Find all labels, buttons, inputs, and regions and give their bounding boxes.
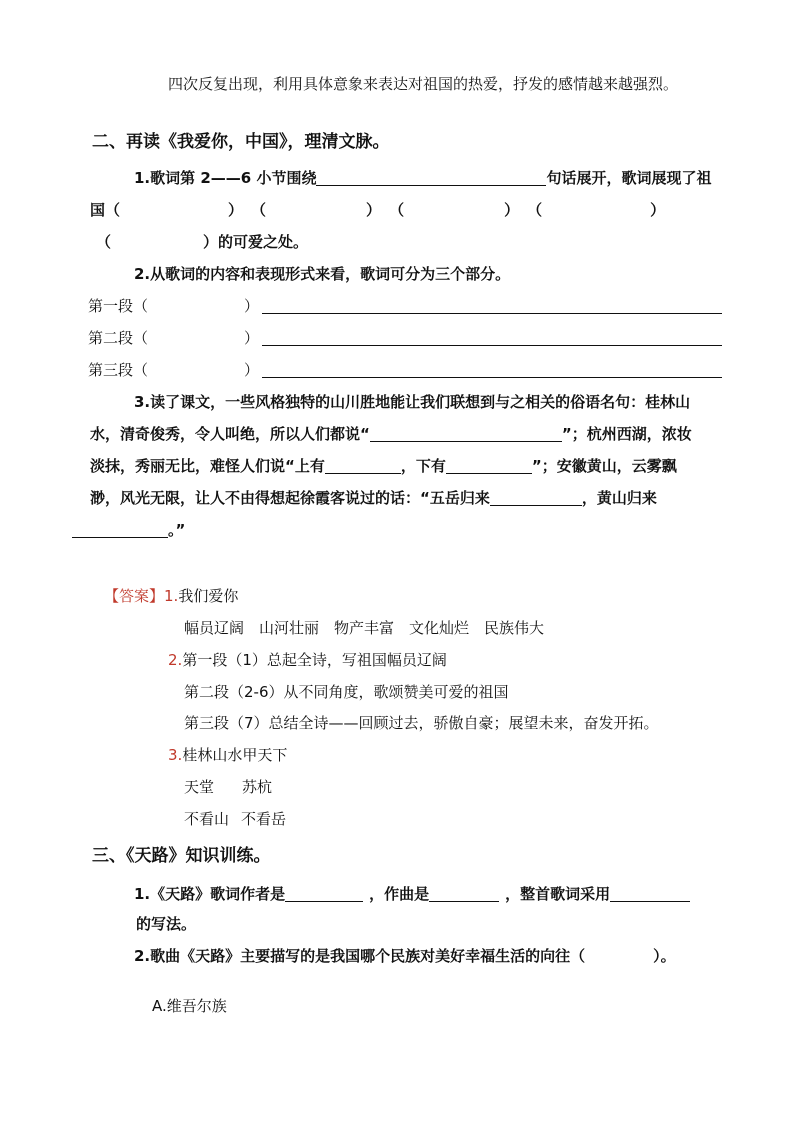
s2-q3-text: ，黄山归来 xyxy=(581,489,657,507)
s3-blank-lyricist[interactable] xyxy=(285,885,363,902)
s2-q1-blank-main[interactable] xyxy=(316,169,546,186)
answer-text: 天堂 xyxy=(184,778,215,796)
s3-q1-text: ，作曲是 xyxy=(369,885,430,903)
s2-q3-line1: 3.读了课文，一些风格独特的山川胜地能让我们联想到与之相关的俗语名句：桂林山 xyxy=(134,393,691,411)
s3-q2-text: 2.歌曲《天路》主要描写的是我国哪个民族对美好幸福生活的向往（ xyxy=(134,947,586,965)
answer-num: 2. xyxy=(168,651,183,669)
s2-q3-blank-guilin[interactable] xyxy=(370,425,562,442)
paren-open: （ xyxy=(96,233,112,251)
segment-1-answer-line[interactable] xyxy=(262,313,722,314)
s3-q1-text: ，整首歌词采用 xyxy=(505,885,611,903)
segment-2-answer-line[interactable] xyxy=(262,345,722,346)
paren-close: ） xyxy=(504,201,520,219)
s2-q3-text: 渺，风光无限，让人不由得想起徐霞客说过的话：“五岳归来 xyxy=(90,489,490,507)
answer-a1 xyxy=(104,586,238,606)
answer-a3-l2 xyxy=(184,777,272,797)
segment-1 xyxy=(88,296,259,316)
s3-blank-style[interactable] xyxy=(610,885,690,902)
s2-q3-blank-huangshan[interactable] xyxy=(72,521,168,538)
paren-close: ） xyxy=(650,201,666,219)
segment-3-answer-line[interactable] xyxy=(262,377,722,378)
s2-q3-text: 。” xyxy=(168,521,186,539)
intro-line: 四次反复出现，利用具体意象来表达对祖国的热爱，抒发的感情越来越强烈。 xyxy=(168,75,679,93)
section-3-title: 三、《天路》知识训练。 xyxy=(92,846,271,866)
s2-q1-line1 xyxy=(134,168,711,188)
s2-q3-text: 淡抹，秀丽无比，难怪人们说“上有 xyxy=(90,457,325,475)
s3-q1-text: 1.《天路》歌词作者是 xyxy=(134,885,286,903)
segment-1-label: 第一段（ xyxy=(88,297,149,315)
s2-q3-text: 水，清奇俊秀，令人叫绝，所以人们都说“ xyxy=(90,425,370,443)
answer-a2-l2: 第二段（2-6）从不同角度，歌颂赞美可爱的祖国 xyxy=(184,683,509,701)
s3-q1-line2: 的写法。 xyxy=(136,915,197,933)
answer-text: 第一段（1）总起全诗，写祖国幅员辽阔 xyxy=(182,651,447,669)
s2-q3-blank-xiayou[interactable] xyxy=(446,457,532,474)
s2-q3-line2 xyxy=(90,424,692,444)
paren-close: ） xyxy=(228,201,244,219)
answer-text: 苏杭 xyxy=(242,778,273,796)
paren-open: （ xyxy=(251,201,267,219)
segment-3 xyxy=(88,360,259,380)
s2-q2: 2.从歌词的内容和表现形式来看，歌词可分为三个部分。 xyxy=(134,265,511,283)
paren-close: ） xyxy=(366,201,382,219)
s2-q1-text-b: 句话展开，歌词展现了祖 xyxy=(546,169,712,187)
answer-text: 我们爱你 xyxy=(178,587,239,605)
s2-q3-blank-wuyue[interactable] xyxy=(490,489,582,506)
answer-a1-items: 幅员辽阔 山河壮丽 物产丰富 文化灿烂 民族伟大 xyxy=(184,619,545,637)
s2-q3-text: ，下有 xyxy=(400,457,446,475)
segment-3-label: 第三段（ xyxy=(88,361,149,379)
s3-blank-composer[interactable] xyxy=(429,885,499,902)
answer-text: 不看山 xyxy=(184,810,230,828)
paren-close: ） xyxy=(244,297,260,315)
answer-a3-l1 xyxy=(168,745,287,765)
option-a[interactable]: A.维吾尔族 xyxy=(152,997,227,1015)
paren-close: ） xyxy=(244,329,260,347)
s2-q3-line3 xyxy=(90,456,677,476)
segment-2 xyxy=(88,328,259,348)
answer-a2-l1 xyxy=(168,650,447,670)
segment-2-label: 第二段（ xyxy=(88,329,149,347)
s2-q3-blank-shangyou[interactable] xyxy=(325,457,401,474)
answer-num: 1. xyxy=(164,587,179,605)
s3-q2-text: ）。 xyxy=(653,947,676,965)
paren-open: （ xyxy=(389,201,405,219)
paren-open: （ xyxy=(527,201,543,219)
answer-a2-l3: 第三段（7）总结全诗——回顾过去，骄傲自豪；展望未来，奋发开拓。 xyxy=(184,714,659,732)
s2-q3-line4 xyxy=(90,488,657,508)
s2-q1-text-a: 1.歌词第 2——6 小节围绕 xyxy=(134,169,317,187)
s2-q1-line2 xyxy=(90,200,665,220)
s3-q2 xyxy=(134,946,676,966)
answer-text: 桂林山水甲天下 xyxy=(182,746,288,764)
s2-q3-text: ”；安徽黄山，云雾飘 xyxy=(531,457,677,475)
s2-q1-line3 xyxy=(96,232,308,252)
s2-q3-line5 xyxy=(72,520,185,540)
s2-q3-text: ”；杭州西湖，浓妆 xyxy=(561,425,692,443)
section-2-title: 二、再读《我爱你，中国》，理清文脉。 xyxy=(92,132,390,152)
answer-tag: 【答案】 xyxy=(104,587,165,605)
answer-text: 不看岳 xyxy=(241,810,287,828)
answer-num: 3. xyxy=(168,746,183,764)
paren-close: ） xyxy=(244,361,260,379)
s2-q1-end: ）的可爱之处。 xyxy=(203,233,309,251)
s2-q1-guo: 国（ xyxy=(90,201,121,219)
answer-a3-l3 xyxy=(184,809,286,829)
s3-q1-line1 xyxy=(134,884,690,904)
